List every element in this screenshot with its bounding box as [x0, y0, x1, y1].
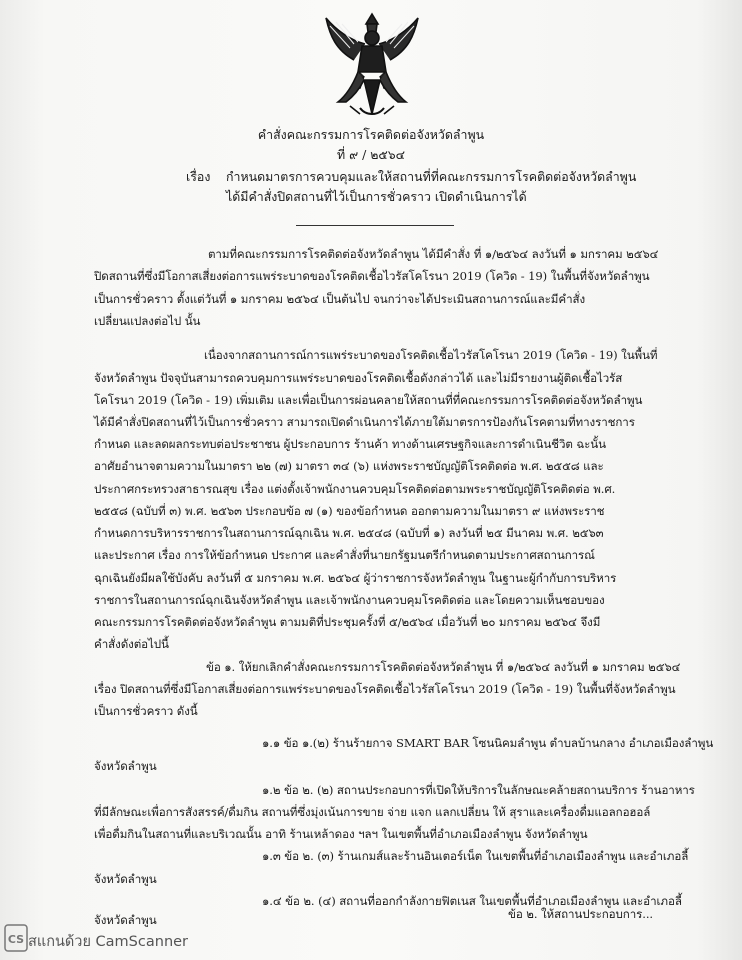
paragraph-line: เปลี่ยนแปลงต่อไป นั้น — [94, 314, 201, 328]
svg-text:CS: CS — [7, 933, 25, 946]
camscanner-watermark: สแกนด้วย CamScanner — [28, 934, 189, 950]
paragraph-line: คณะกรรมการโรคติดต่อจังหวัดลำพูน ตามมติที่ประชุมครั้งที่ ๕/๒๕๖๔ เมื่อวันที่ ๒๐ มกราคม ๒๕๖๔ จึงมี — [94, 615, 601, 629]
sub-clause: ๑.๒ ข้อ ๒. (๒) สถานประกอบการที่เปิดให้บริการในลักษณะคล้ายสถานบริการ ร้านอาหาร — [262, 783, 695, 797]
paragraph-line: จังหวัดลำพูน — [94, 913, 157, 927]
paragraph-line: กำหนด และลดผลกระทบต่อประชาชน ผู้ประกอบการ ร้านค้า ทางด้านเศรษฐกิจและการดำเนินชีวิต ฉะนั้น — [94, 437, 606, 451]
paragraph-line: และประกาศ เรื่อง การให้ข้อกำหนด ประกาศ และคำสั่งที่นายกรัฐมนตรีกำหนดตามประกาศสถานการณ์ — [94, 548, 595, 562]
continuation-note: ข้อ ๒. ให้สถานประกอบการ... — [508, 907, 653, 921]
paragraph-line: ฉุกเฉินยังมีผลใช้บังคับ ลงวันที่ ๕ มกราคม พ.ศ. ๒๕๖๔ ผู้ว่าราชการจังหวัดลำพูน ในฐานะผู้กำกับการบริหาร — [94, 571, 617, 585]
paragraph-line: คำสั่งดังต่อไปนี้ — [94, 637, 169, 651]
subject-label: เรื่อง — [186, 169, 211, 184]
paragraph-line: ตามที่คณะกรรมการโรคติดต่อจังหวัดลำพูน ได้มีคำสั่ง ที่ ๑/๒๕๖๔ ลงวันที่ ๑ มกราคม ๒๕๖๔ — [208, 247, 659, 261]
paragraph-line: ได้มีคำสั่งปิดสถานที่ไว้เป็นการชั่วคราว สามารถเปิดดำเนินการได้ภายใต้มาตรการป้องกันโรคตามที่ทางราชการ — [94, 415, 635, 429]
order-number: ที่ ๙ / ๒๕๖๔ — [336, 147, 406, 162]
paragraph-line: จังหวัดลำพูน ปัจจุบันสามารถควบคุมการแพร่ระบาดของโรคติดเชื้อดังกล่าวได้ และไม่มีรายงานผู้ติดเชื้อไวรัส — [94, 371, 623, 385]
title-divider — [296, 225, 454, 226]
paragraph-line: เป็นการชั่วคราว ตั้งแต่วันที่ ๑ มกราคม ๒๕๖๔ เป็นต้นไป จนกว่าจะได้ประเมินสถานการณ์และมีคำสั่ง — [94, 292, 586, 306]
paragraph-line: เนื่องจากสถานการณ์การแพร่ระบาดของโรคติดเชื้อไวรัสโคโรนา 2019 (โควิด - 19) ในพื้นที่ — [204, 348, 658, 362]
subject-line-2: ได้มีคำสั่งปิดสถานที่ไว้เป็นการชั่วคราว เปิดดำเนินการได้ — [226, 189, 527, 204]
paragraph-line: ที่มีลักษณะเพื่อการสังสรรค์/ดื่มกิน สถานที่ซึ่งมุ่งเน้นการขาย จ่าย แจก แลกเปลี่ยน ให้ สุราและเครื่องดื่มแอลกอฮอล์ — [94, 805, 651, 819]
order-title: คำสั่งคณะกรรมการโรคติดต่อจังหวัดลำพูน — [257, 127, 485, 142]
paragraph-line: เรื่อง ปิดสถานที่ซึ่งมีโอกาสเสี่ยงต่อการแพร่ระบาดของโรคติดเชื้อไวรัสโคโรนา 2019 (โควิด - 19) ในพื้นที่จังหวัดลำพูน — [94, 682, 676, 696]
paragraph-line: เป็นการชั่วคราว ดังนี้ — [94, 704, 198, 718]
paragraph-line: อาศัยอำนาจตามความในมาตรา ๒๒ (๗) มาตรา ๓๔ (๖) แห่งพระราชบัญญัติโรคติดต่อ พ.ศ. ๒๕๕๘ และ — [94, 459, 604, 473]
paragraph-line: เพื่อดื่มกินในสถานที่และบริเวณนั้น อาทิ ร้านเหล้าดอง ฯลฯ ในเขตพื้นที่อำเภอเมืองลำพูน จังหวัดลำพูน — [94, 827, 588, 841]
paragraph-line: โคโรนา 2019 (โควิด - 19) เพิ่มเติม และเพื่อเป็นการผ่อนคลายให้สถานที่ที่คณะกรรมการโรคติดต่อจังหวัดลำพูน — [94, 393, 643, 407]
paragraph-line: จังหวัดลำพูน — [94, 872, 157, 886]
paragraph-line: ปิดสถานที่ซึ่งมีโอกาสเสี่ยงต่อการแพร่ระบาดของโรคติดเชื้อไวรัสโคโรนา 2019 (โควิด - 19) ในพื้นที่จังหวัดลำพูน — [94, 269, 650, 283]
sub-clause: ๑.๓ ข้อ ๒. (๓) ร้านเกมส์และร้านอินเตอร์เน็ต ในเขตพื้นที่อำเภอเมืองลำพูน และอำเภอลี้ — [262, 849, 689, 863]
paragraph-line: ประกาศกระทรวงสาธารณสุข เรื่อง แต่งตั้งเจ้าพนักงานควบคุมโรคติดต่อตามพระราชบัญญัติโรคติดต่อ พ.ศ. — [94, 482, 616, 496]
paragraph-line: ๒๕๕๘ (ฉบับที่ ๓) พ.ศ. ๒๕๖๓ ประกอบข้อ ๗ (๑) ของข้อกำหนด ออกตามความในมาตรา ๙ แห่งพระราช — [94, 504, 605, 518]
paragraph-line: ราชการในสถานการณ์ฉุกเฉินจังหวัดลำพูน และเจ้าพนักงานควบคุมโรคติดต่อ และโดยความเห็นชอบของ — [94, 593, 605, 607]
garuda-emblem-icon — [320, 10, 424, 122]
camscanner-logo-icon — [4, 924, 28, 952]
paragraph-line: กำหนดการบริหารราชการในสถานการณ์ฉุกเฉิน พ.ศ. ๒๕๔๘ (ฉบับที่ ๑) ลงวันที่ ๒๕ มีนาคม พ.ศ. ๒๕๖๓ — [94, 526, 604, 540]
clause-heading: ข้อ ๑. ให้ยกเลิกคำสั่งคณะกรรมการโรคติดต่อจังหวัดลำพูน ที่ ๑/๒๕๖๔ ลงวันที่ ๑ มกราคม ๒๕๖๔ — [206, 660, 681, 674]
sub-clause: ๑.๑ ข้อ ๑.(๒) ร้านร้ายกาจ SMART BAR โซนนิคมลำพูน ตำบลบ้านกลาง อำเภอเมืองลำพูน — [262, 736, 714, 750]
subject-line-1: กำหนดมาตรการควบคุมและให้สถานที่ที่คณะกรรมการโรคติดต่อจังหวัดลำพูน — [226, 169, 637, 184]
paragraph-line: จังหวัดลำพูน — [94, 759, 157, 773]
sub-clause: ๑.๔ ข้อ ๒. (๔) สถานที่ออกกำลังกายฟิตเนส ในเขตพื้นที่อำเภอเมืองลำพูน และอำเภอลี้ — [262, 894, 682, 908]
